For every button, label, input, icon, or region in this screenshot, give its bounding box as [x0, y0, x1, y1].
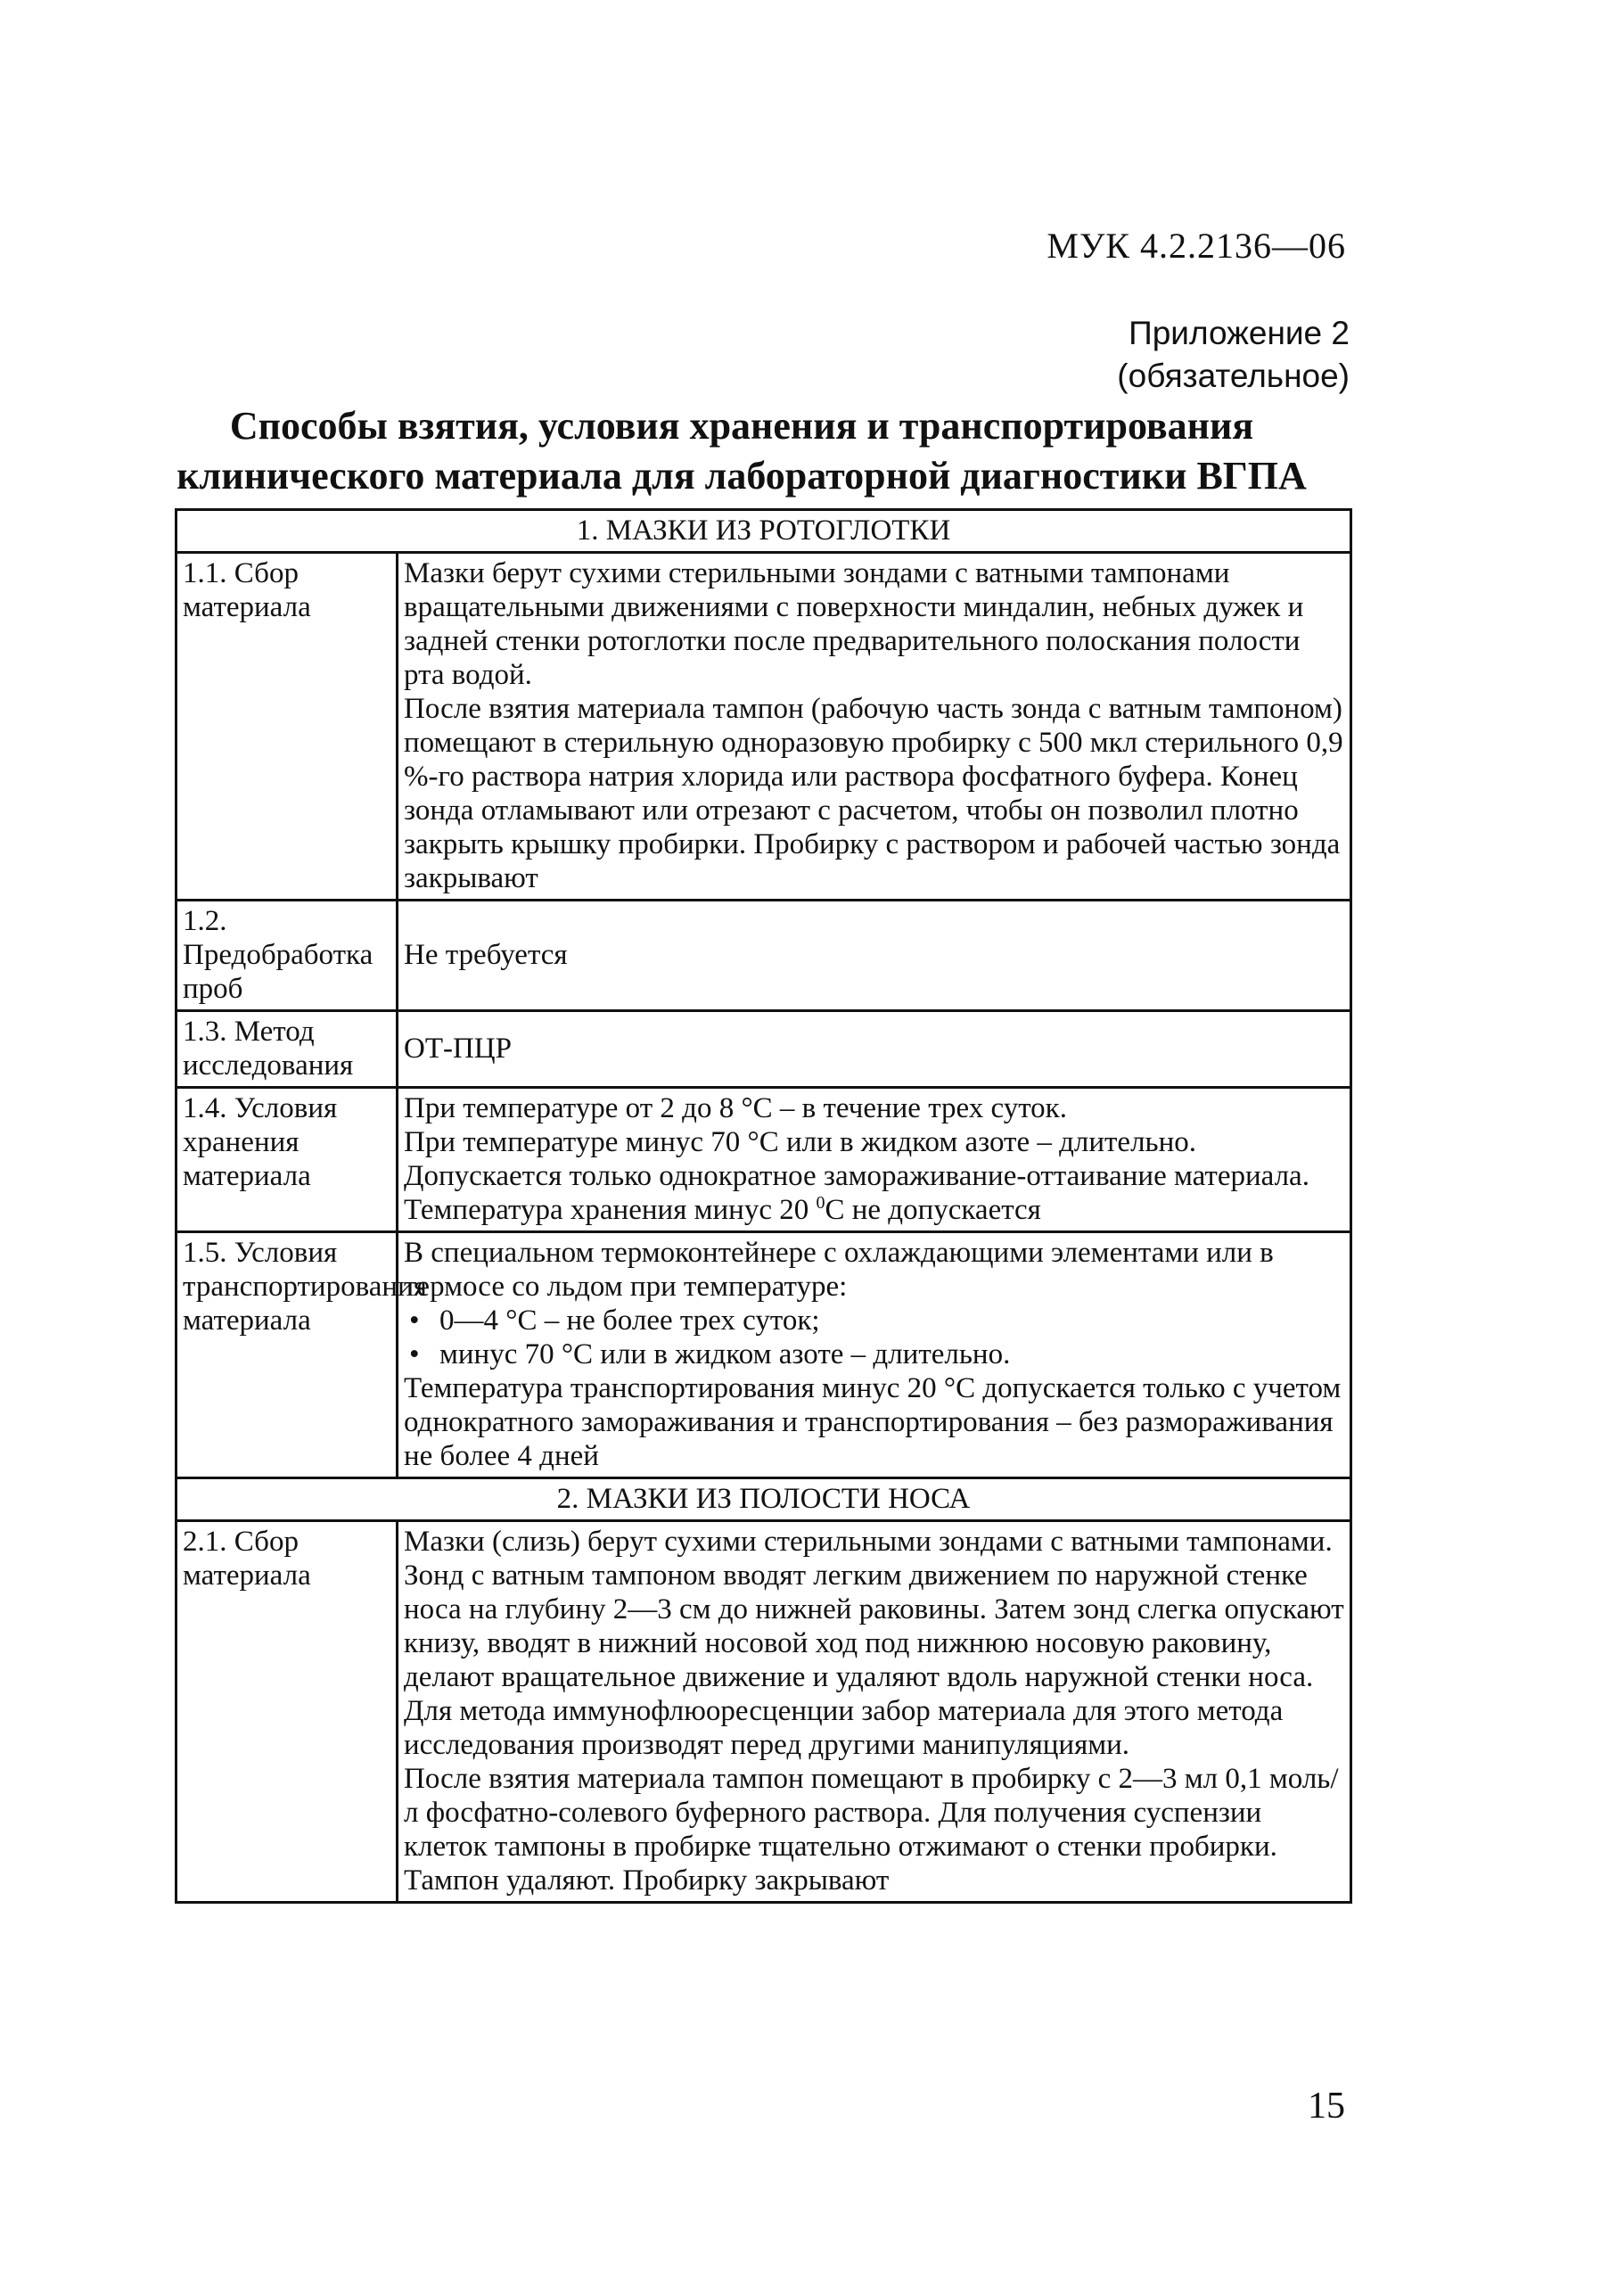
- row-label: 2.1. Сбор материала: [176, 1521, 398, 1903]
- paragraph: Не требуется: [404, 939, 568, 971]
- paragraph: При температуре минус 70 °С или в жидком азоте – длительно.: [404, 1126, 1197, 1158]
- appendix-status: (обязательное): [1117, 358, 1350, 394]
- table-row: [176, 1521, 1351, 1903]
- appendix-number: Приложение 2: [1129, 315, 1350, 351]
- paragraph: Для метода иммунофлюоресценции забор материала для этого метода исследования производят перед другими манипуляциями.: [404, 1695, 1284, 1761]
- page-number: 15: [1308, 2086, 1345, 2127]
- degree-superscript: 0: [816, 1193, 825, 1213]
- row-label: 1.4. Условия хранения материала: [176, 1088, 398, 1232]
- paragraph-text: Допускается только однократное замораживание-оттаивание материала. Температура хранения минус 20: [404, 1160, 1309, 1226]
- bullet-item: • минус 70 °С или в жидком азоте – длительно.: [404, 1337, 1344, 1371]
- row-label: 1.3. Метод исследования: [176, 1011, 398, 1088]
- row-label: 1.5. Условия транспортирования материала: [176, 1232, 398, 1478]
- paragraph: [404, 1159, 1344, 1227]
- row-content: [398, 1088, 1351, 1232]
- table-row: [176, 1232, 1351, 1478]
- paragraph: Температура транспортирования минус 20 °С допускается только с учетом однократного замораживания и транспортирования – без размораживания не более 4 дней: [404, 1372, 1342, 1472]
- row-label: 1.2. Предобработка проб: [176, 901, 398, 1011]
- paragraph: В специальном термоконтейнере с охлаждающими элементами или в термосе со льдом при температуре:: [404, 1237, 1274, 1303]
- row-label: 1.1. Сбор материала: [176, 553, 398, 901]
- row-content: [398, 1521, 1351, 1903]
- section-heading-oropharynx: 1. МАЗКИ ИЗ РОТОГЛОТКИ: [176, 510, 1351, 553]
- appendix-label: [1117, 312, 1350, 398]
- row-content: [398, 553, 1351, 901]
- paragraph: После взятия материала тампон помещают в пробирку с 2—3 мл 0,1 моль/л фосфатно-солевого буферного раствора. Для получения суспензии клеток тампоны в пробирке тщательно отжимают о стенки пробирки. Тампон удаляют. Пробирку закрывают: [404, 1763, 1339, 1897]
- paragraph: При температуре от 2 до 8 °С – в течение трех суток.: [404, 1092, 1067, 1124]
- paragraph: Мазки (слизь) берут сухими стерильными зондами с ватными тампонами. Зонд с ватным тампоном вводят легким движением по наружной стенке носа на глубину 2—3 см до нижней раковины. Затем зонд слегка опускают книзу, вводят в нижний носовой ход под нижнюю носовую раковину, делают вращательное движение и удаляют вдоль наружной стенки носа.: [404, 1526, 1344, 1693]
- table-row: [176, 1088, 1351, 1232]
- paragraph: После взятия материала тампон (рабочую часть зонда с ватным тампоном) помещают в стерильную одноразовую пробирку с 500 мкл стерильного 0,9 %-го раствора натрия хлорида или раствора фосфатного буфера. Конец зонда отламывают или отрезают с расчетом, чтобы он позволил плотно закрыть крышку пробирки. Пробирку с раствором и рабочей частью зонда закрывают: [404, 693, 1343, 894]
- title-line-2: клинического материала для лабораторной диагностики ВГПА: [176, 454, 1307, 498]
- table-row: [176, 553, 1351, 901]
- table-row: [176, 1011, 1351, 1088]
- paragraph: ОТ-ПЦР: [404, 1033, 512, 1065]
- row-content: [398, 1011, 1351, 1088]
- document-code: МУК 4.2.2136—06: [1047, 226, 1346, 266]
- section-heading-nasal-cavity: 2. МАЗКИ ИЗ ПОЛОСТИ НОСА: [176, 1478, 1351, 1521]
- paragraph-text: С не допускается: [825, 1194, 1041, 1226]
- section-heading-row: [176, 1478, 1351, 1521]
- section-heading-row: [176, 510, 1351, 553]
- document-title: [134, 401, 1350, 501]
- specimen-table: [175, 508, 1352, 1904]
- bullet-item: • 0—4 °С – не более трех суток;: [404, 1304, 1344, 1337]
- row-content: [398, 901, 1351, 1011]
- paragraph: Мазки берут сухими стерильными зондами с ватными тампонами вращательными движениями с поверхности миндалин, небных дужек и задней стенки ротоглотки после предварительного полоскания полости рта водой.: [404, 557, 1304, 691]
- row-content: [398, 1232, 1351, 1478]
- table-row: [176, 901, 1351, 1011]
- title-line-1: Способы взятия, условия хранения и транспортирования: [229, 404, 1254, 448]
